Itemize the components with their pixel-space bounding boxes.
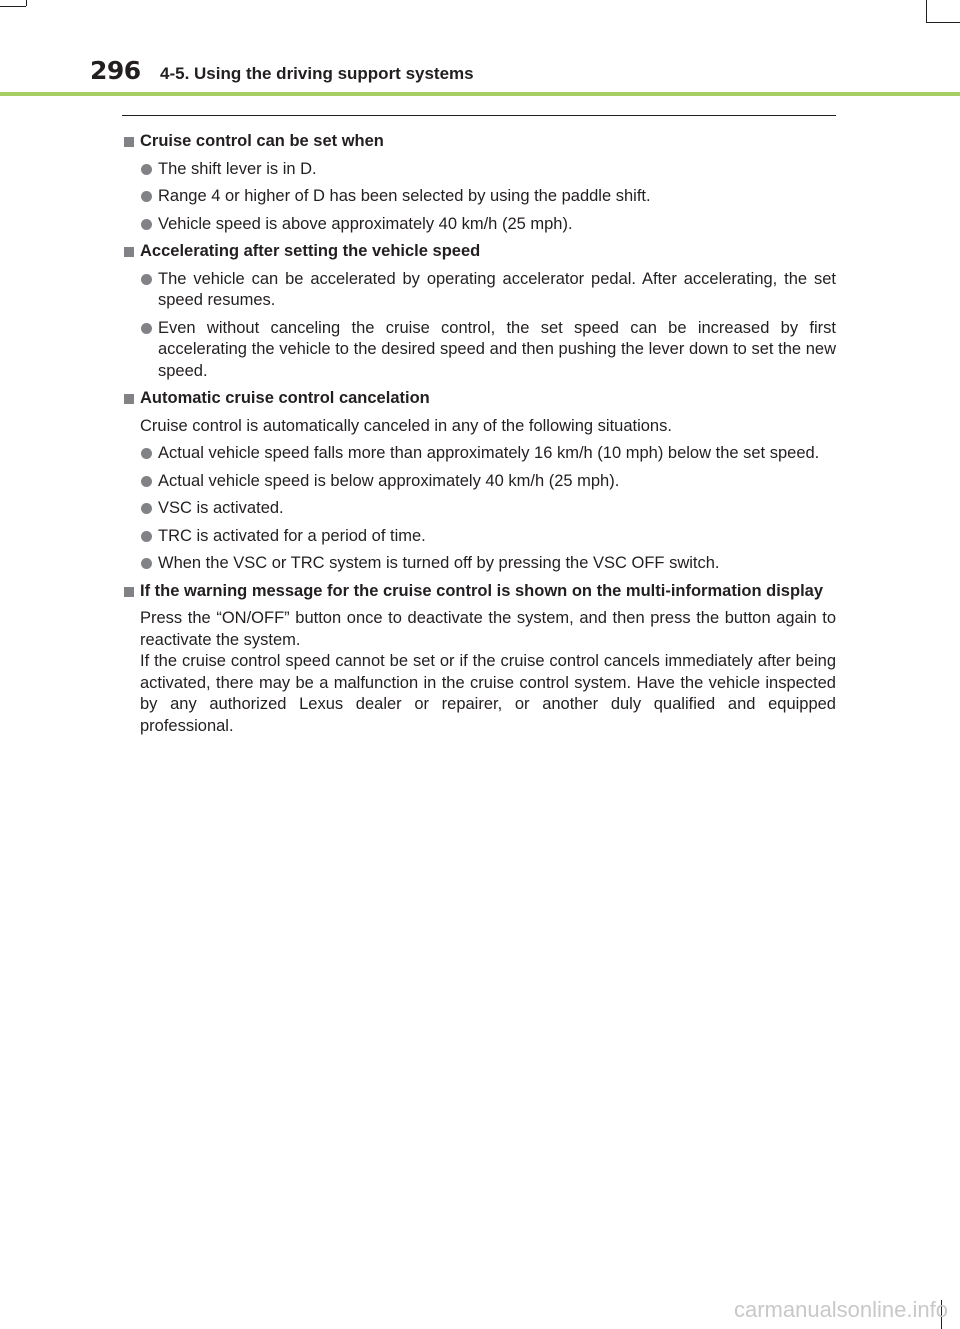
paragraph: If the cruise control speed cannot be set or if the cruise control cancels immediately after being activated, there may be a malfunction in the cruise control system. Have the vehicle inspected by any authorized Lexus dealer or repairer, or another duly qualified and equipped professional.: [140, 652, 836, 735]
list-item: TRC is activated for a period of time.: [122, 526, 836, 548]
square-bullet-icon: [124, 587, 134, 597]
section-intro: Cruise control is automatically canceled in any of the following situations.: [140, 416, 672, 435]
crop-mark-top-right: [926, 0, 927, 22]
section-heading: Accelerating after setting the vehicle speed: [122, 241, 836, 263]
crop-mark-top-left: [26, 0, 27, 6]
watermark: carmanualsonline.info: [733, 1297, 948, 1322]
paragraph: Press the “ON/OFF” button once to deactivate the system, and then press the button again to reactivate the system.: [140, 609, 836, 649]
header-rule: [0, 92, 960, 96]
crop-mark-top-right-h: [926, 22, 960, 23]
square-bullet-icon: [124, 247, 134, 257]
circle-bullet-icon: [141, 323, 152, 334]
circle-bullet-icon: [141, 164, 152, 175]
page-content: [122, 125, 836, 743]
circle-bullet-icon: [141, 219, 152, 230]
section-title: 4-5. Using the driving support systems: [160, 64, 474, 83]
circle-bullet-icon: [141, 191, 152, 202]
list-item: The vehicle can be accelerated by operating accelerator pedal. After accelerating, the set speed resumes.: [122, 269, 836, 312]
circle-bullet-icon: [141, 476, 152, 487]
crop-mark-top-left-h: [0, 6, 26, 7]
list-item: The shift lever is in D.: [122, 159, 836, 181]
circle-bullet-icon: [141, 503, 152, 514]
circle-bullet-icon: [141, 448, 152, 459]
page-number: 296: [90, 56, 141, 85]
circle-bullet-icon: [141, 531, 152, 542]
list-item: Actual vehicle speed falls more than approximately 16 km/h (10 mph) below the set speed.: [122, 443, 836, 465]
section-body: [122, 608, 836, 737]
list-item: Even without canceling the cruise control, the set speed can be increased by first accelerating the vehicle to the desired speed and then pushing the lever down to set the new speed.: [122, 318, 836, 383]
list-item: VSC is activated.: [122, 498, 836, 520]
list-item: Actual vehicle speed is below approximately 40 km/h (25 mph).: [122, 471, 836, 493]
section-heading: Cruise control can be set when: [122, 131, 836, 153]
circle-bullet-icon: [141, 274, 152, 285]
square-bullet-icon: [124, 137, 134, 147]
list-item: Range 4 or higher of D has been selected by using the paddle shift.: [122, 186, 836, 208]
list-item: When the VSC or TRC system is turned off by pressing the VSC OFF switch.: [122, 553, 836, 575]
content-rule: [122, 115, 836, 116]
section-heading: Automatic cruise control cancelation: [122, 388, 836, 410]
circle-bullet-icon: [141, 558, 152, 569]
list-item: Vehicle speed is above approximately 40 km/h (25 mph).: [122, 214, 836, 236]
section-heading: If the warning message for the cruise control is shown on the multi-information display: [122, 581, 836, 603]
square-bullet-icon: [124, 394, 134, 404]
